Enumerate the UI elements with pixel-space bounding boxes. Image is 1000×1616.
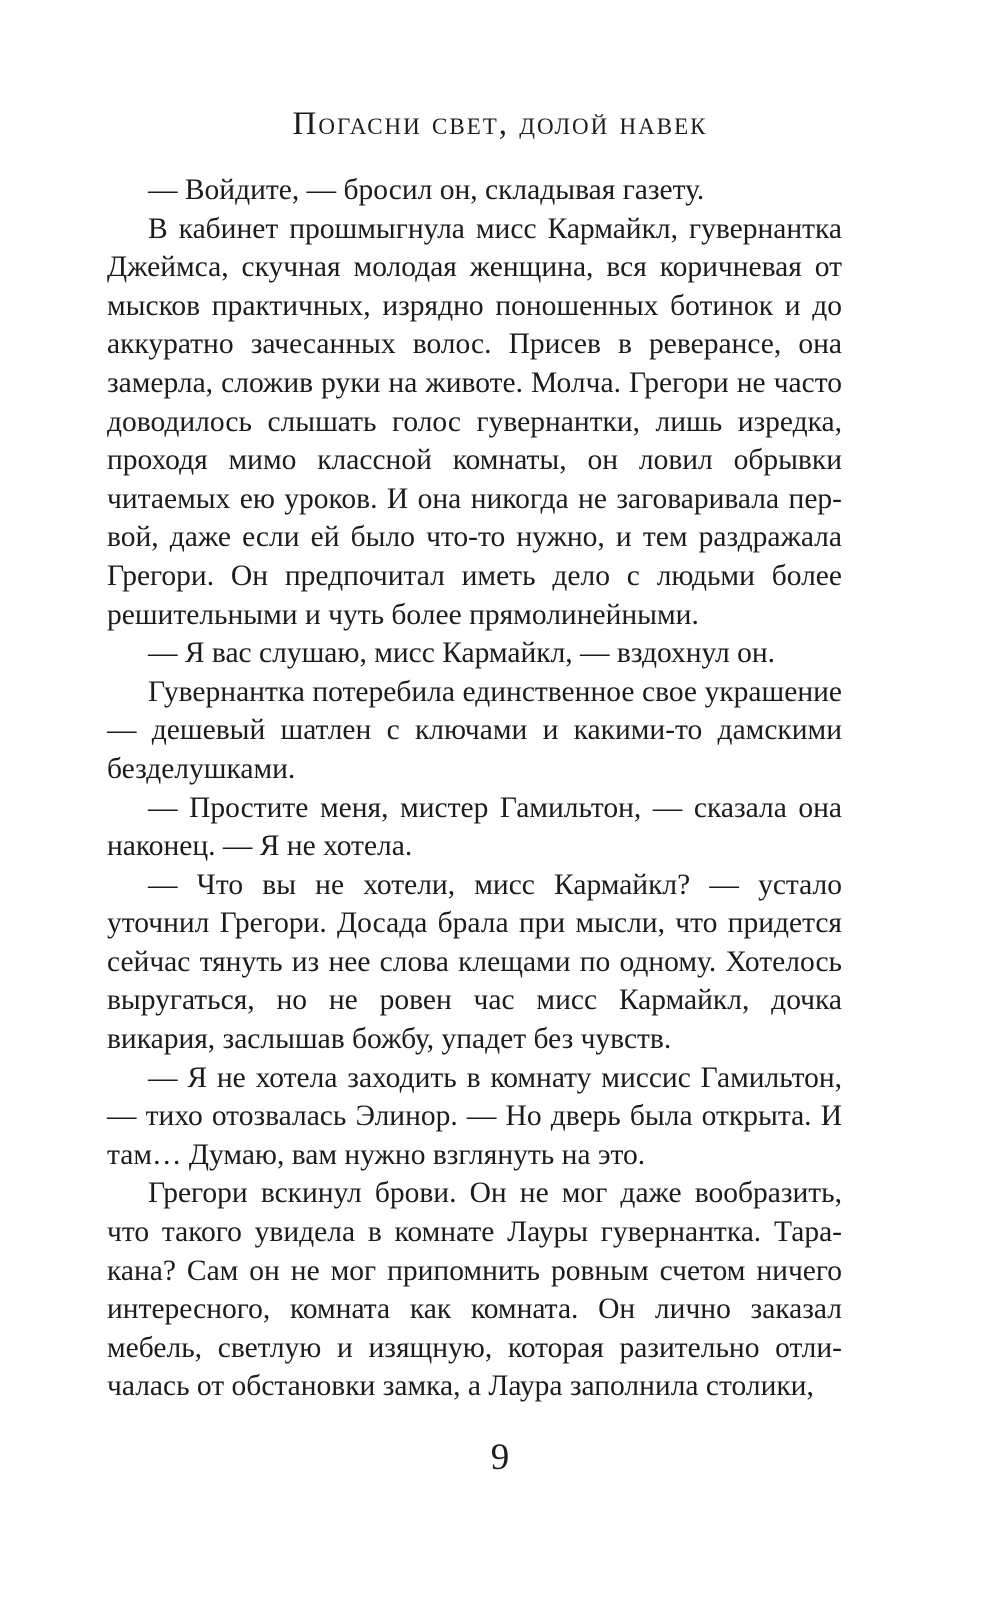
paragraph: — Войдите, — бросил он, складывая газету.	[148, 174, 705, 206]
body-text	[107, 171, 842, 1406]
paragraph: В кабинет прошмыгнула мисс Кармайкл, гувернантка Джеймса, скучная молодая женщина, вся коричневая от мысков практичных, изрядно поношенных ботинок и до аккуратно зачесанных волос. Присев в реверансе, она замерла, сложив руки на животе. Молча. Грегори не часто доводилось слышать голос гувернантки, лишь изредка, проходя мимо классной комнаты, он ловил обрывки читаемых ею уроков. И она никогда не заговаривала первой, даже если ей было что-то нужно, и тем раздражала Грегори. Он предпочитал иметь дело с людьми более решительными и чуть более прямолинейными.	[107, 212, 842, 631]
paragraph: Гувернантка потеребила единственное свое украшение — дешевый шатлен с ключами и какими-то дамскими безделушками.	[107, 675, 842, 785]
paragraph: — Что вы не хотели, мисс Кармайкл? — устало уточнил Грегори. Досада брала при мысли, что придется сейчас тянуть из нее слова клещами по одному. Хотелось выругаться, но не ровен час мисс Кармайкл, дочка викария, заслышав божбу, упадет без чувств.	[107, 868, 842, 1056]
paragraph: — Я не хотела заходить в комнату миссис Гамильтон, — тихо отозвалась Элинор. — Но дверь была открыта. И там… Думаю, вам нужно взглянуть на это.	[107, 1061, 842, 1171]
running-head: Погасни свет, долой навек	[292, 106, 708, 142]
paragraph: Грегори вскинул брови. Он не мог даже вообразить, что такого увидела в комнате Лауры гувернантка. Таракана? Сам он не мог припомнить ровным счетом ничего интересного, комната как комната. Он лично заказал мебель, светлую и изящную, которая разительно отличалась от обстановки замка, а Лаура заполнила столики,	[107, 1177, 842, 1403]
paragraph: — Простите меня, мистер Гамильтон, — сказала она наконец. — Я не хотела.	[107, 791, 842, 863]
paragraph: — Я вас слушаю, мисс Кармайкл, — вздохнул он.	[148, 637, 775, 670]
page-number: 9	[490, 1437, 510, 1478]
